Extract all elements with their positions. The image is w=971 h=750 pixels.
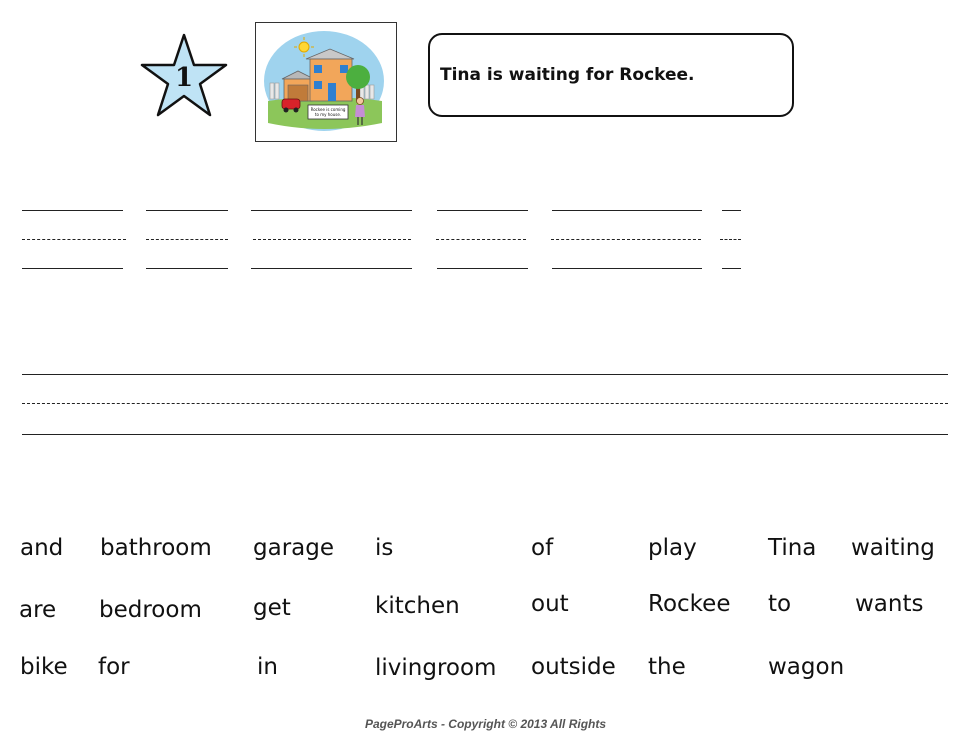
word-bank-item: bedroom: [99, 597, 202, 623]
word-bank-item: is: [375, 535, 394, 561]
writing-top-line: [22, 374, 948, 375]
word-bank-item: of: [531, 535, 554, 561]
word-bank-item: garage: [253, 535, 334, 561]
slot-mid-line: [720, 239, 741, 240]
slot-top-line: [722, 210, 741, 211]
star-number: 1: [174, 63, 194, 93]
slot-top-line: [251, 210, 412, 211]
word-bank-item: play: [648, 535, 697, 561]
writing-mid-line: [22, 403, 948, 404]
svg-text:to my house.: to my house.: [314, 112, 342, 117]
word-bank-item: outside: [531, 654, 616, 680]
word-bank-item: bike: [20, 654, 68, 680]
word-bank-item: wagon: [768, 654, 845, 680]
slot-base-line: [722, 268, 741, 269]
word-bank-item: bathroom: [100, 535, 212, 561]
slot-mid-line: [551, 239, 701, 240]
slot-base-line: [146, 268, 228, 269]
slot-mid-line: [253, 239, 411, 240]
slot-base-line: [251, 268, 412, 269]
word-bank-item: waiting: [851, 535, 935, 561]
svg-text:Rockee is coming: Rockee is coming: [310, 107, 346, 112]
sentence-text: Tina is waiting for Rockee.: [440, 65, 695, 85]
word-bank-item: wants: [855, 591, 924, 617]
slot-top-line: [552, 210, 702, 211]
word-bank-item: the: [648, 654, 686, 680]
slot-mid-line: [146, 239, 228, 240]
word-bank-item: and: [20, 535, 64, 561]
slot-top-line: [22, 210, 123, 211]
word-bank-item: to: [768, 591, 792, 617]
word-bank-item: livingroom: [375, 655, 497, 681]
word-bank-item: in: [257, 654, 278, 680]
slot-base-line: [552, 268, 702, 269]
word-bank-item: are: [19, 597, 57, 623]
star-badge: [140, 32, 228, 118]
slot-top-line: [146, 210, 228, 211]
copyright-footer: PageProArts - Copyright © 2013 All Rights: [364, 717, 607, 731]
slot-mid-line: [436, 239, 526, 240]
slot-mid-line: [22, 239, 126, 240]
writing-base-line: [22, 434, 948, 435]
slot-top-line: [437, 210, 528, 211]
word-bank-item: out: [531, 591, 569, 617]
word-bank-item: Tina: [768, 535, 817, 561]
word-bank-item: Rockee: [648, 591, 731, 617]
slot-base-line: [22, 268, 123, 269]
sentence-box: [428, 33, 794, 117]
picture-clue: [255, 22, 397, 142]
word-bank-item: get: [253, 595, 291, 621]
word-bank-item: for: [98, 654, 130, 680]
word-bank-item: kitchen: [375, 593, 460, 619]
slot-base-line: [437, 268, 528, 269]
house-scene-image: [256, 23, 395, 140]
